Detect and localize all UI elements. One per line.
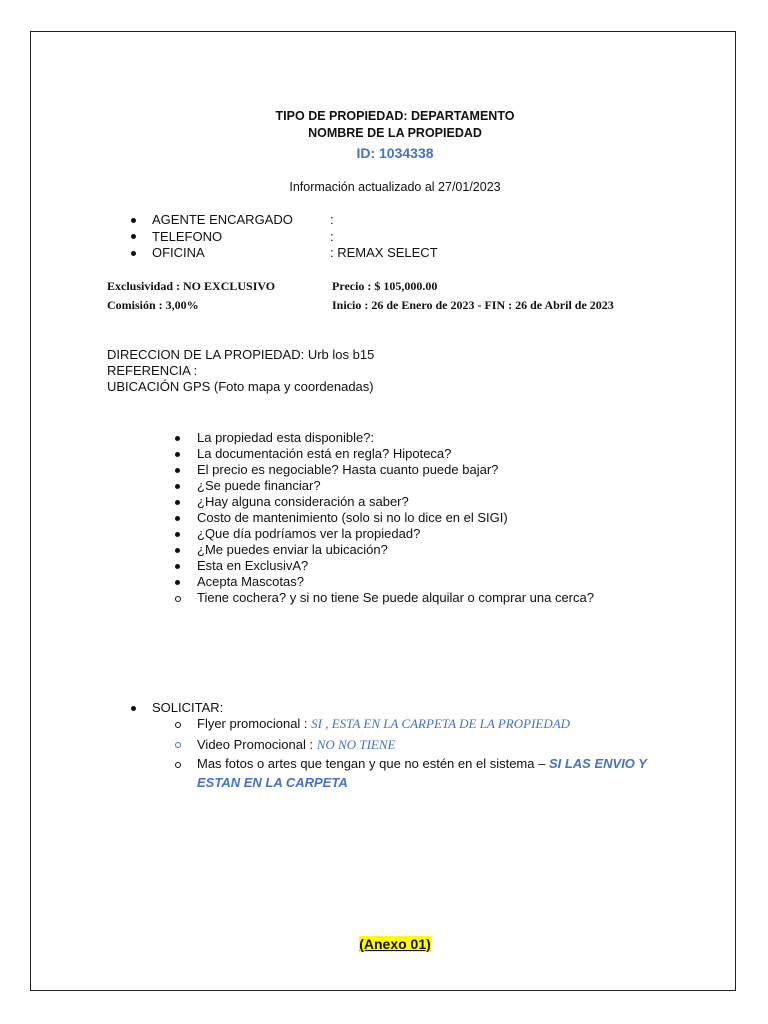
bullet-dot-icon <box>175 436 180 441</box>
property-name-title: NOMBRE DE LA PROPIEDAD <box>308 126 482 140</box>
bullet-dot-icon <box>175 548 180 553</box>
list-item: La propiedad esta disponible?: <box>197 430 375 445</box>
gps-location: UBICACIÓN GPS (Foto mapa y coordenadas) <box>107 379 374 394</box>
list-item: Tiene cochera? y si no tiene Se puede alquilar o comprar una cerca? <box>197 590 594 605</box>
bullet-dot-icon <box>175 452 180 457</box>
property-type-title: TIPO DE PROPIEDAD: DEPARTAMENTO <box>275 109 515 123</box>
bullet-dot-icon <box>175 516 180 521</box>
bullet-circle-icon <box>175 596 181 602</box>
list-item: ¿Hay alguna consideración a saber? <box>197 494 409 509</box>
exclusivity: Exclusividad : NO EXCLUSIVO <box>107 279 276 293</box>
agent-value: : <box>330 212 334 227</box>
bullet-dot-icon <box>131 218 136 223</box>
info-updated: Información actualizado al 27/01/2023 <box>289 180 501 194</box>
list-item: Costo de mantenimiento (solo si no lo dice en el SIGI) <box>197 510 508 525</box>
office-label: OFICINA <box>152 245 205 260</box>
bullet-dot-icon <box>175 564 180 569</box>
property-id: ID: 1034338 <box>356 145 434 161</box>
annex-label: (Anexo 01) <box>359 936 431 952</box>
bullet-dot-icon <box>175 500 180 505</box>
bullet-circle-icon <box>175 742 181 748</box>
phone-value: : <box>330 229 334 244</box>
annex-container <box>0 936 768 954</box>
bullet-circle-icon <box>175 762 181 768</box>
list-item: La documentación está en regla? Hipoteca? <box>197 446 452 461</box>
request-label: SOLICITAR: <box>152 700 224 715</box>
request-item-photos <box>197 756 647 771</box>
request-item-text: Video Promocional : <box>197 737 317 752</box>
request-item-answer: SI , ESTA EN LA CARPETA DE LA PROPIEDAD <box>311 716 571 731</box>
bullet-dot-icon <box>131 251 136 256</box>
bullet-dot-icon <box>131 706 136 711</box>
request-item-answer: NO NO TIENE <box>316 737 396 752</box>
request-item-answer-cont: ESTAN EN LA CARPETA <box>197 775 348 790</box>
property-address: DIRECCION DE LA PROPIEDAD: Urb los b15 <box>107 347 375 362</box>
request-item-flyer <box>197 716 570 732</box>
commission: Comisión : 3,00% <box>107 298 199 312</box>
request-item-text: Flyer promocional : <box>197 716 312 731</box>
request-item-answer: SI LAS ENVIO Y <box>548 756 647 771</box>
bullet-circle-icon <box>175 722 181 728</box>
list-item: Acepta Mascotas? <box>197 574 304 589</box>
bullet-dot-icon <box>175 580 180 585</box>
office-value: : REMAX SELECT <box>330 245 438 260</box>
list-item: Esta en ExclusivA? <box>197 558 309 573</box>
bullet-dot-icon <box>175 532 180 537</box>
list-item: ¿Se puede financiar? <box>197 478 321 493</box>
request-item-video <box>197 737 395 753</box>
phone-label: TELEFONO <box>152 229 223 244</box>
bullet-dot-icon <box>175 484 180 489</box>
bullet-dot-icon <box>131 234 136 239</box>
agent-label: AGENTE ENCARGADO <box>152 212 293 227</box>
price: Precio : $ 105,000.00 <box>332 279 438 293</box>
request-item-text: Mas fotos o artes que tengan y que no estén en el sistema – <box>197 756 549 771</box>
property-reference: REFERENCIA : <box>107 363 198 378</box>
list-item: El precio es negociable? Hasta cuanto puede bajar? <box>197 462 499 477</box>
list-item: ¿Me puedes enviar la ubicación? <box>197 542 388 557</box>
bullet-dot-icon <box>175 468 180 473</box>
list-item: ¿Que día podríamos ver la propiedad? <box>197 526 421 541</box>
start-end-dates: Inicio : 26 de Enero de 2023 - FIN : 26 de Abril de 2023 <box>332 298 614 312</box>
